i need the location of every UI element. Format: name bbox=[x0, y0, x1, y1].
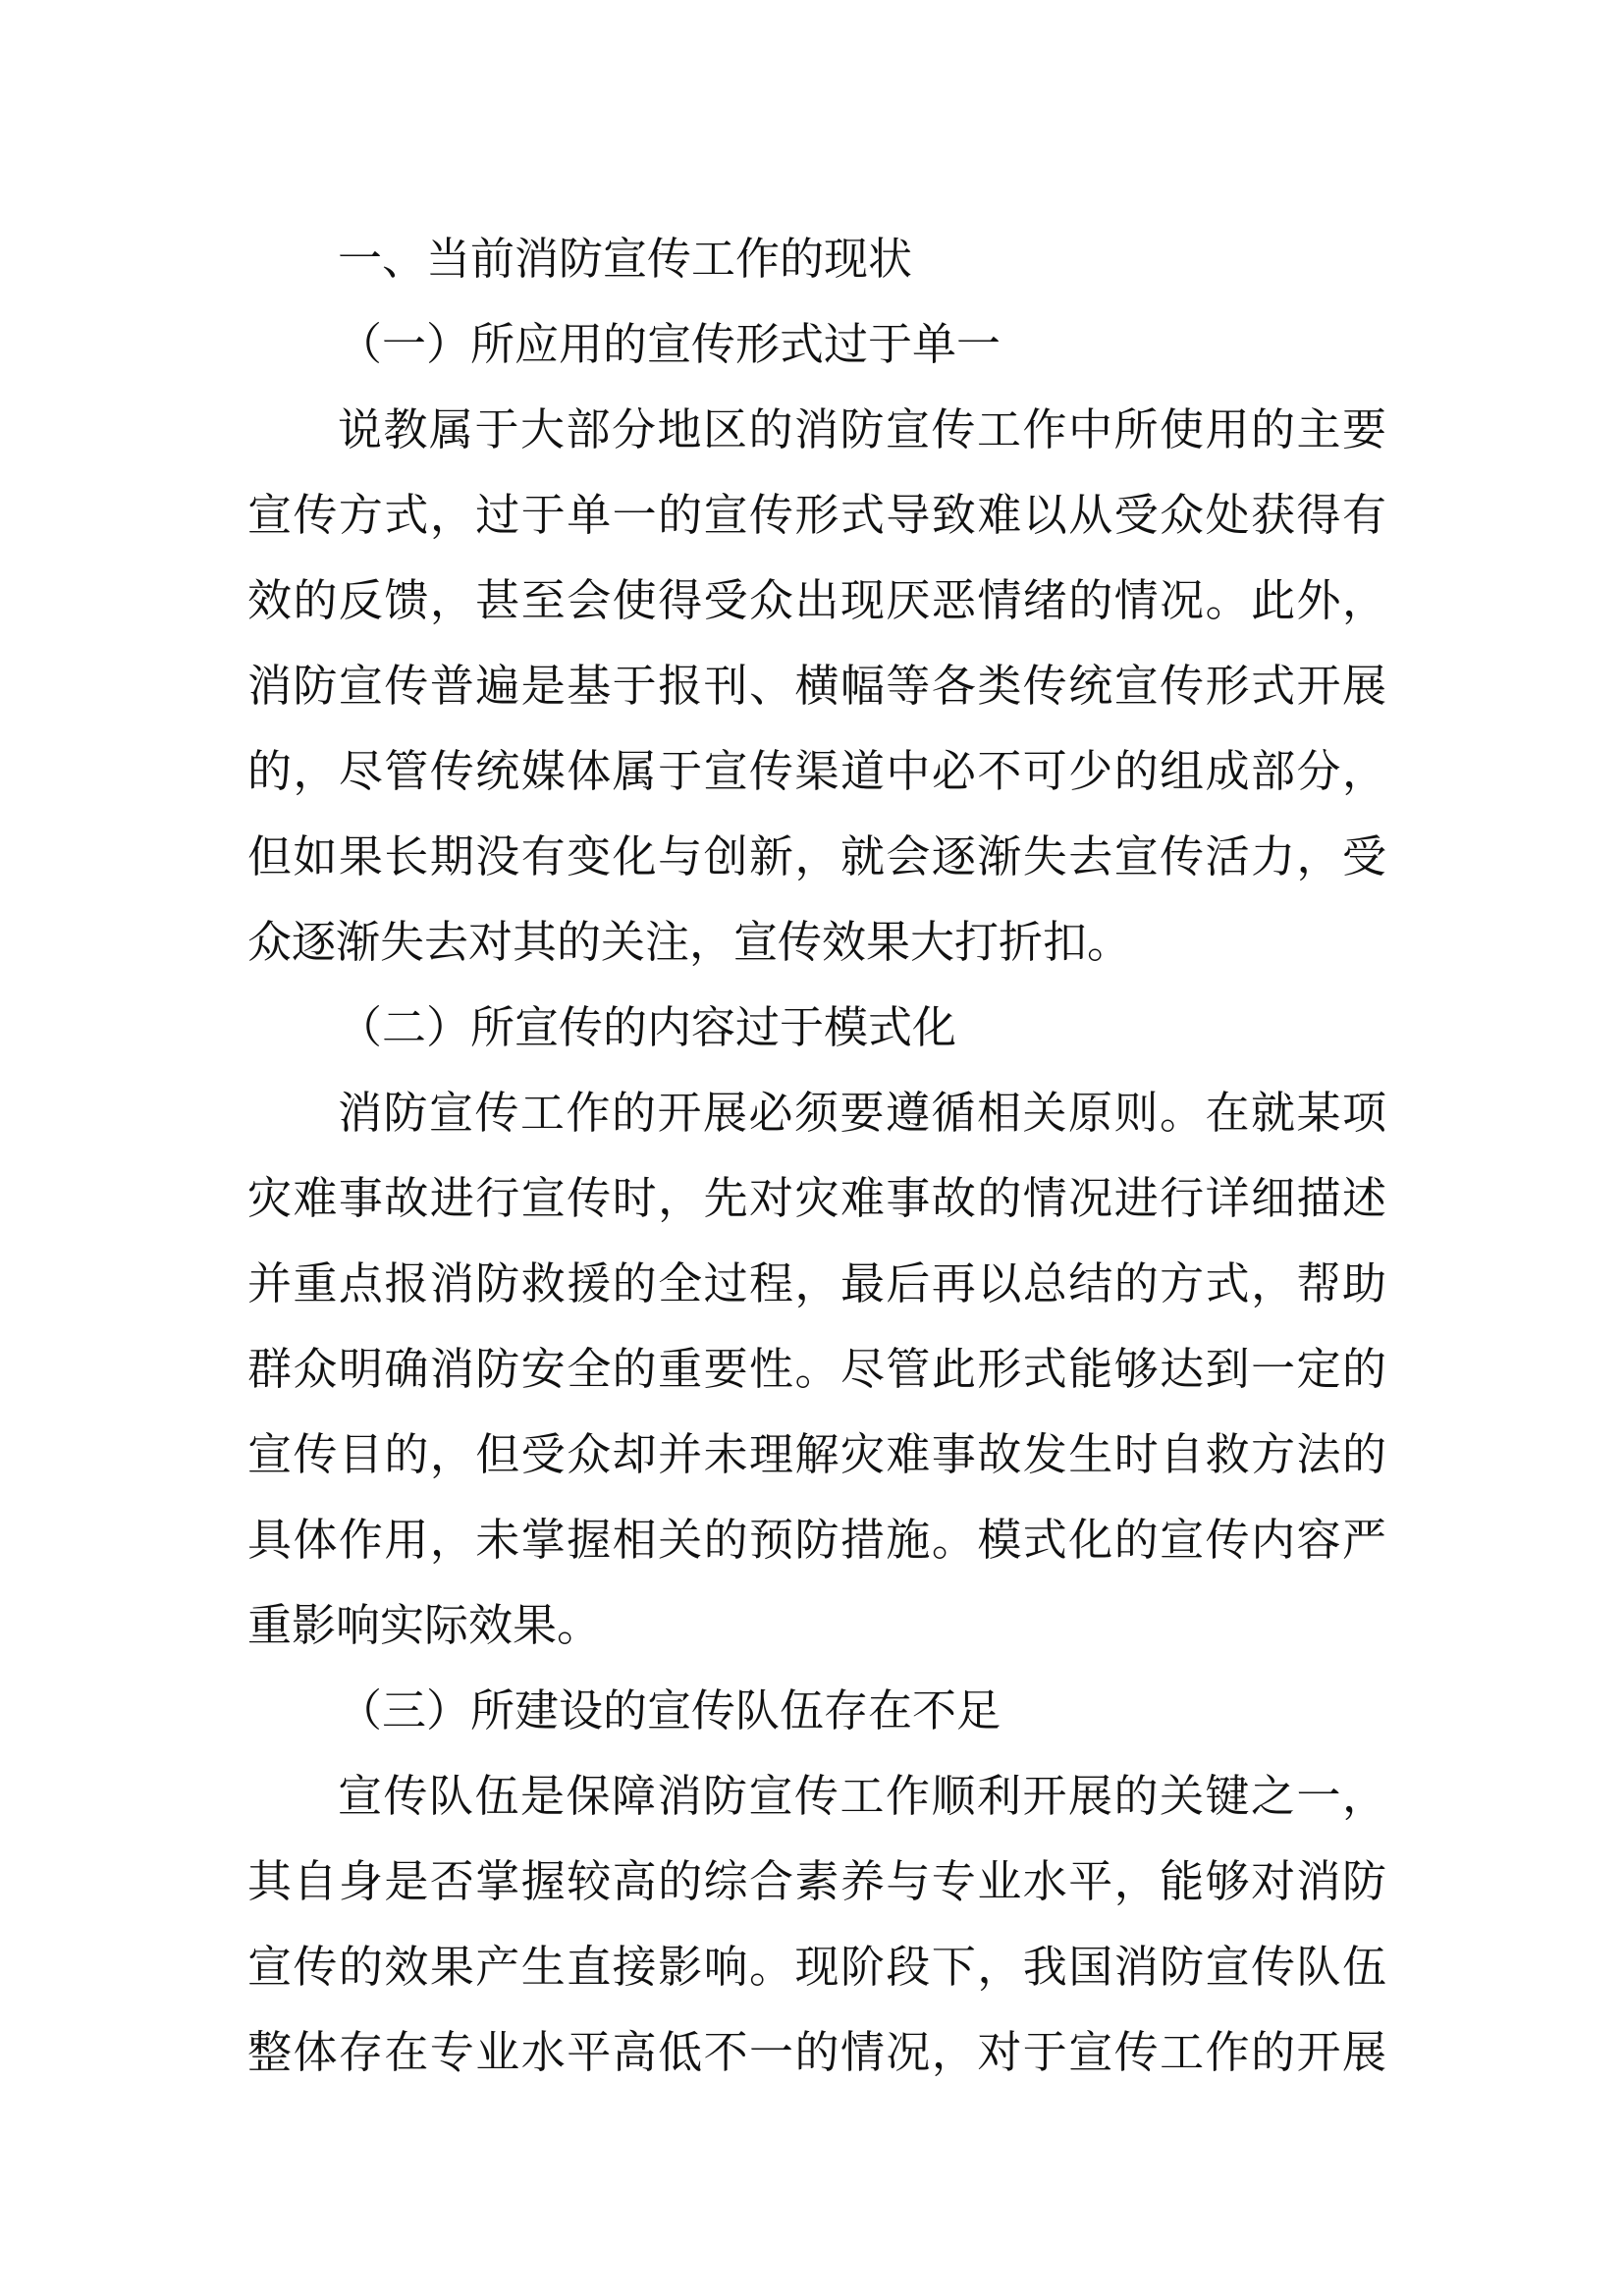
paragraph-line: 但如果长期没有变化与创新，就会逐渐失去宣传活力，受 bbox=[247, 830, 1386, 882]
paragraph-line: 宣传的效果产生直接影响。现阶段下，我国消防宣传队伍 bbox=[247, 1941, 1386, 1993]
paragraph-line: 说教属于大部分地区的消防宣传工作中所使用的主要 bbox=[338, 403, 1386, 455]
paragraph-line: 具体作用，未掌握相关的预防措施。模式化的宣传内容严 bbox=[247, 1514, 1386, 1566]
subsection-title-2: （二）所宣传的内容过于模式化 bbox=[338, 1001, 957, 1053]
document-page bbox=[247, 216, 1386, 2095]
paragraph-line: 并重点报消防救援的全过程，最后再以总结的方式，帮助 bbox=[247, 1257, 1386, 1309]
paragraph-line: 效的反馈，甚至会使得受众出现厌恶情绪的情况。此外， bbox=[247, 574, 1386, 626]
subsection-title-1: （一）所应用的宣传形式过于单一 bbox=[338, 318, 1001, 370]
subsection-title-3: （三）所建设的宣传队伍存在不足 bbox=[338, 1684, 1001, 1736]
paragraph-line: 重影响实际效果。 bbox=[247, 1599, 602, 1651]
paragraph-line: 宣传目的，但受众却并未理解灾难事故发生时自救方法的 bbox=[247, 1428, 1386, 1480]
paragraph-line: 众逐渐失去对其的关注，宣传效果大打折扣。 bbox=[247, 916, 1132, 968]
paragraph-line: 群众明确消防安全的重要性。尽管此形式能够达到一定的 bbox=[247, 1343, 1386, 1395]
section-heading: 一、当前消防宣传工作的现状 bbox=[338, 233, 913, 285]
paragraph-line: 的，尽管传统媒体属于宣传渠道中必不可少的组成部分， bbox=[247, 745, 1386, 797]
paragraph-line: 消防宣传普遍是基于报刊、横幅等各类传统宣传形式开展 bbox=[247, 660, 1386, 712]
paragraph-line: 其自身是否掌握较高的综合素养与专业水平，能够对消防 bbox=[247, 1855, 1386, 1907]
paragraph-line: 宣传队伍是保障消防宣传工作顺利开展的关键之一， bbox=[338, 1770, 1386, 1822]
paragraph-line: 消防宣传工作的开展必须要遵循相关原则。在就某项 bbox=[338, 1087, 1386, 1139]
paragraph-line: 灾难事故进行宣传时，先对灾难事故的情况进行详细描述 bbox=[247, 1172, 1386, 1224]
paragraph-line: 整体存在专业水平高低不一的情况，对于宣传工作的开展 bbox=[247, 2026, 1386, 2078]
paragraph-line: 宣传方式，过于单一的宣传形式导致难以从受众处获得有 bbox=[247, 489, 1386, 541]
